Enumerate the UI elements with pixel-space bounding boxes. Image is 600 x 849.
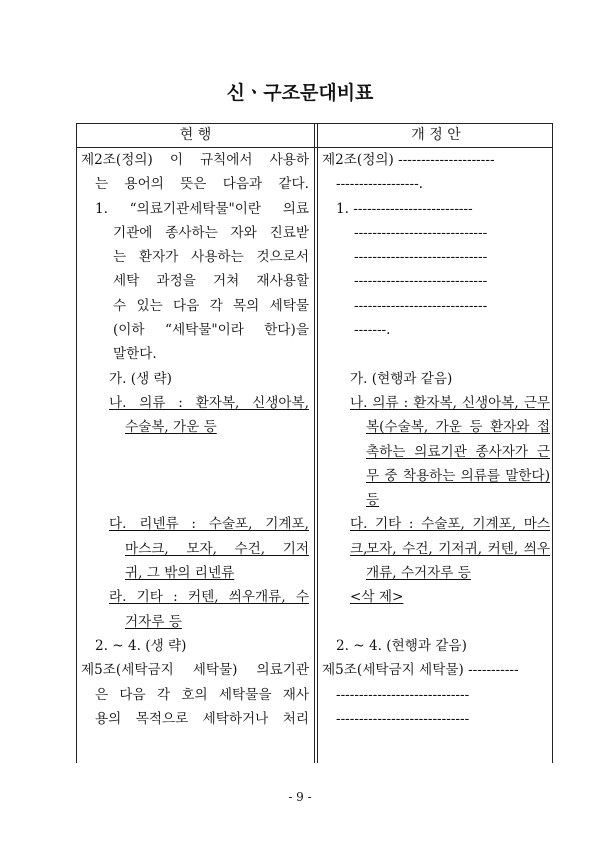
current-text-line: (이하 “세탁물"이라 한다)을 — [113, 322, 309, 339]
current-text-line: 는 용어의 뜻은 다음과 같다. — [95, 176, 309, 193]
page-title: 신ㆍ구조문대비표 — [226, 82, 374, 104]
current-text-line: 은 다음 각 호의 세탁물을 재사 — [95, 686, 309, 703]
current-text-line: 다. 리넨류 : 수술포, 기계포, — [109, 516, 309, 533]
current-text-line: 제2조(정의) 이 규칙에서 사용하 — [81, 152, 309, 168]
current-text-line: 세탁 과정을 거쳐 재사용할 — [113, 273, 309, 290]
revised-text-line: 복(수술복, 가운 등 환자와 접 — [366, 419, 550, 436]
current-text-line: 수 있는 다음 각 목의 세탁물 — [113, 297, 309, 314]
revised-text-line — [322, 610, 550, 634]
revised-text-line: 나. 의류 : 환자복, 신생아복, 근무 — [350, 394, 550, 411]
revised-text-line: 등 — [366, 492, 380, 509]
current-text-line: 2. ~ 4. (생 략) — [95, 637, 187, 654]
revised-text-line: ----------------------------- — [354, 249, 488, 266]
current-text-line: 나. 의류 : 환자복, 신생아복, — [109, 394, 309, 411]
revised-text-line: ------------------. — [336, 176, 423, 193]
revised-text-line: ----------------------------- — [336, 710, 470, 727]
current-text-line: 1. “의료기관세탁물"이란 의료 — [95, 200, 309, 217]
current-text-line: 제5조(세탁금지 세탁물) 의료기관 — [81, 662, 309, 679]
revised-text-line: <삭 제> — [350, 589, 404, 606]
header-revised: 개 정 안 — [411, 127, 461, 143]
revised-text-line: 제2조(정의) --------------------- — [322, 152, 495, 168]
current-text-line: 수술복, 가운 등 — [125, 419, 217, 436]
revised-text-line: ----------------------------- — [354, 224, 488, 241]
revised-text-line: ----------------------------- — [354, 297, 488, 314]
current-text-line: 용의 목적으로 세탁하거나 처리 — [95, 710, 309, 727]
current-text-line: 마스크, 모자, 수건, 기저 — [125, 540, 309, 557]
current-text-line: 라. 기타 : 커텐, 씌우개류, 수 — [109, 589, 309, 606]
current-text-line: 가. (생 략) — [109, 370, 172, 387]
revised-text-line: 다. 기타 : 수술포, 기계포, 마스크, — [350, 516, 550, 557]
current-text-line: 귀, 그 밖의 리넨류 — [125, 565, 235, 582]
current-column — [81, 148, 311, 731]
current-text-line: 기관에 종사하는 자와 진료받 — [113, 224, 309, 241]
revised-text-line: 1. -------------------------- — [336, 200, 473, 217]
revised-text-line: 촉하는 의료기관 종사자가 근 — [366, 443, 550, 460]
header-current: 현 행 — [179, 127, 212, 143]
revised-text-line: 모자, 수건, 기저귀, 커텐, 씌우 — [366, 540, 550, 557]
revised-text-line: 개류, 수거자루 등 — [366, 565, 471, 582]
page-number: - 9 - — [288, 790, 312, 804]
current-text-line — [81, 440, 309, 464]
revised-text-line: 가. (현행과 같음) — [350, 370, 453, 387]
revised-text-line: 제5조(세탁금지 세탁물) ----------- — [322, 662, 519, 679]
current-text-line — [81, 488, 309, 512]
revised-text-line: -------. — [354, 322, 391, 339]
comparison-table — [76, 123, 553, 763]
column-divider — [314, 124, 315, 763]
revised-text-line: 무 중 착용하는 의류를 말한다) — [366, 467, 550, 484]
column-divider-2 — [317, 124, 318, 763]
revised-text-line: 2. ~ 4. (현행과 같음) — [336, 637, 467, 654]
current-text-line — [81, 464, 309, 488]
revised-text-line: ----------------------------- — [354, 273, 488, 290]
current-text-line: 거자루 등 — [125, 613, 182, 630]
current-text-line: 는 환자가 사용하는 것으로서 — [113, 249, 309, 266]
current-text-line: 말한다. — [113, 346, 157, 363]
revised-column — [322, 148, 552, 731]
revised-text-line: ----------------------------- — [336, 686, 470, 703]
revised-text-line — [322, 342, 550, 366]
